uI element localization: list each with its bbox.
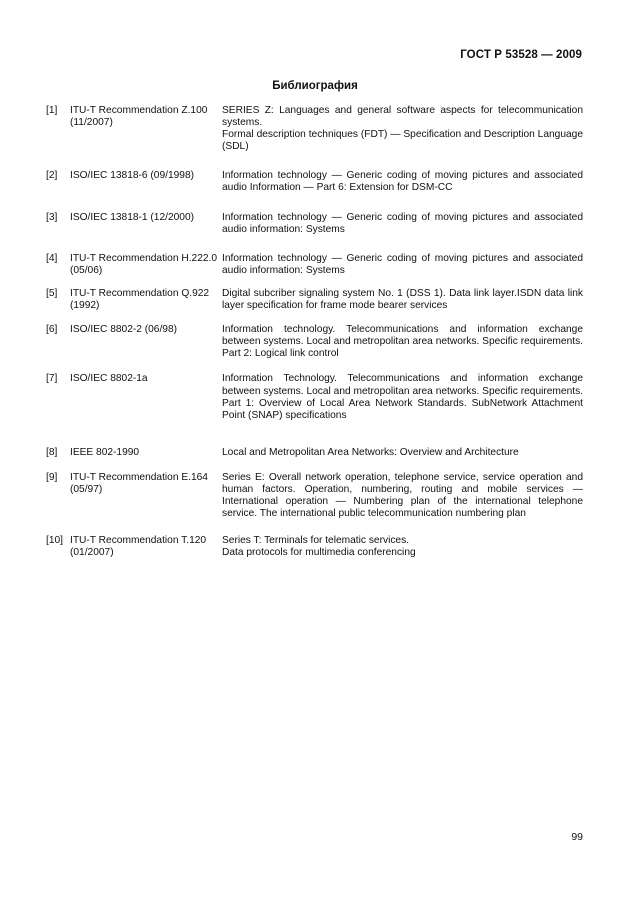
description-paragraph: Information technology. Telecommunications and information exchange between systems. Local and metropolitan area networks. Specific requirements. Part 2: Logical link control	[222, 324, 583, 360]
bibliography-list	[46, 105, 583, 559]
bibliography-entry	[46, 472, 583, 520]
bibliography-entry	[46, 170, 583, 194]
entry-number: [6]	[46, 324, 58, 336]
description-paragraph: Information technology — Generic coding of moving pictures and associated audio Information — Part 6: Extension for DSM-CC	[222, 170, 583, 194]
description-paragraph: Series E: Overall network operation, telephone service, service operation and human factors. Operation, numbering, routing and mobile services — International operation — Numbering plan of the international telephone service. The international public telecommunication numbering plan	[222, 471, 583, 520]
entry-number: [8]	[46, 446, 58, 458]
bibliography-entry	[46, 253, 583, 277]
entry-reference: ITU-T Recommendation Q.922 (1992)	[70, 287, 210, 312]
description-paragraph: Information technology — Generic coding of moving pictures and associated audio information: Systems	[222, 252, 583, 276]
description-paragraph: Local and Metropolitan Area Networks: Overview and Architecture	[222, 446, 519, 458]
entry-description	[222, 447, 583, 459]
entry-description	[222, 105, 583, 153]
entry-number: [3]	[46, 211, 58, 223]
document-header: ГОСТ Р 53528 — 2009	[460, 49, 582, 61]
entry-description	[222, 535, 583, 559]
description-paragraph: Series T: Terminals for telematic services.	[222, 535, 410, 547]
bibliography-entry	[46, 373, 583, 421]
entry-description	[222, 472, 583, 520]
description-paragraph: Formal description techniques (FDT) — Specification and Description Language (SDL)	[222, 129, 583, 153]
entry-reference: ITU-T Recommendation T.120 (01/2007)	[70, 535, 207, 559]
entry-description	[222, 170, 583, 194]
entry-number: [7]	[46, 373, 58, 385]
entry-description	[222, 324, 583, 360]
entry-reference: ISO/IEC 8802-1a	[70, 373, 148, 385]
entry-description	[222, 288, 583, 312]
entry-number: [2]	[46, 170, 58, 182]
entry-number: [10]	[46, 535, 63, 547]
entry-reference: ITU-T Recommendation H.222.0 (05/06)	[70, 252, 218, 276]
entry-description	[222, 253, 583, 277]
bibliography-entry	[46, 105, 583, 153]
entry-number: [9]	[46, 471, 58, 483]
bibliography-entry	[46, 288, 583, 312]
entry-description	[222, 373, 583, 421]
description-paragraph: Data protocols for multimedia conferencing	[222, 547, 416, 559]
bibliography-entry	[46, 212, 583, 236]
entry-description	[222, 212, 583, 236]
bibliography-entry	[46, 535, 583, 559]
entry-reference: IEEE 802-1990	[70, 446, 140, 458]
description-paragraph: Information technology — Generic coding of moving pictures and associated audio information: Systems	[222, 211, 583, 235]
page-number: 99	[571, 831, 583, 843]
entry-reference: ITU-T Recommendation Z.100 (11/2007)	[70, 105, 208, 129]
page-title: Библиография	[272, 80, 358, 92]
entry-reference: ITU-T Recommendation E.164 (05/97)	[70, 471, 208, 495]
entry-number: [4]	[46, 252, 58, 264]
entry-reference: ISO/IEC 8802-2 (06/98)	[70, 324, 178, 336]
entry-reference: ISO/IEC 13818-6 (09/1998)	[70, 170, 195, 182]
bibliography-entry	[46, 324, 583, 360]
entry-number: [1]	[46, 105, 58, 116]
description-paragraph: Information Technology. Telecommunications and information exchange between systems. Local and metropolitan area networks. Specific requirements. Part 1: Overview of Local Area Network Standards. SubNetwork Attachment Point (SNAP) specifications	[222, 373, 583, 421]
description-paragraph: Digital subcriber signaling system No. 1 (DSS 1). Data link layer.ISDN data link layer specification for frame mode bearer services	[222, 287, 583, 312]
bibliography-entry	[46, 447, 583, 459]
entry-reference: ISO/IEC 13818-1 (12/2000)	[70, 211, 195, 223]
description-paragraph: SERIES Z: Languages and general software aspects for telecommunication systems.	[222, 105, 583, 129]
entry-number: [5]	[46, 287, 58, 299]
